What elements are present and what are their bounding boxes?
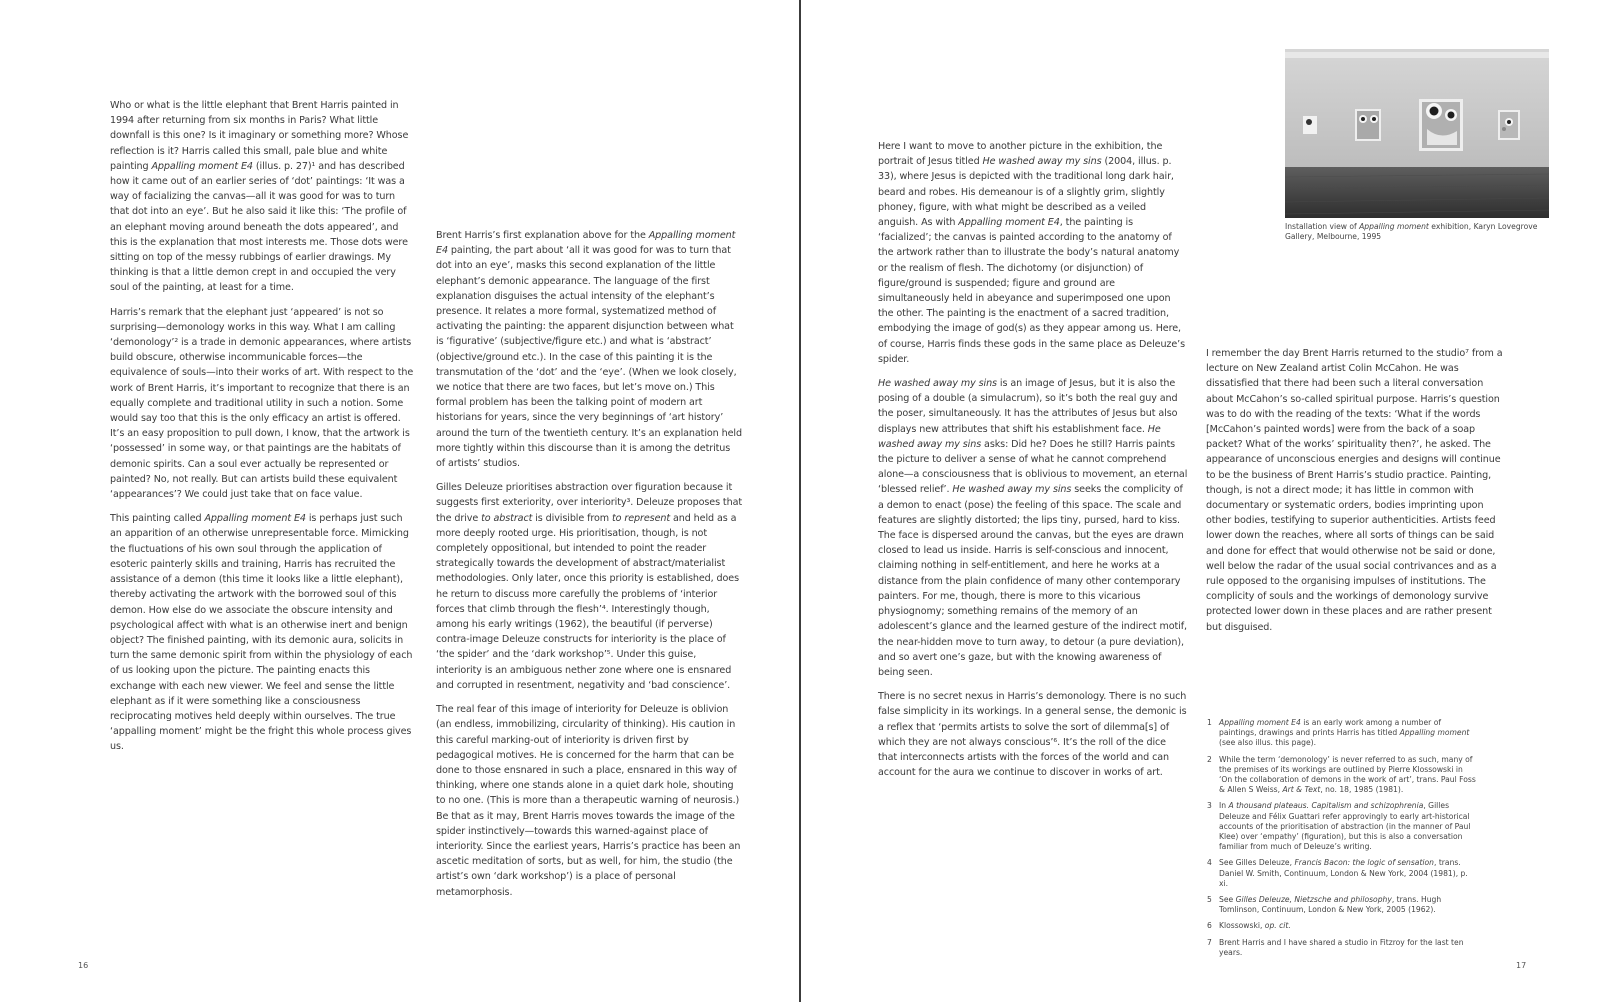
footnote-item <box>1207 718 1477 749</box>
footnote-item <box>1207 858 1477 889</box>
footnote-number: 7 <box>1207 937 1212 947</box>
footnote-text: See Gilles Deleuze, Nietzsche and philosophy, trans. Hugh Tomlinson, Continuum, London & New York, 2005 (1962). <box>1219 895 1442 915</box>
footnote-number: 2 <box>1207 754 1212 764</box>
paragraph: He washed away my sins is an image of Jesus, but it is also the posing of a double (a simulacrum), so it’s both the real guy and the poser, simultaneously. It has the attributes of Jesus but also displays new attributes that shift his establishment face. He washed away my sins asks: Did he? Does he still? Harris paints the picture to deliver a sense of what he cannot comprehend alone—a consciousness that is oblivious to movement, an eternal ‘blessed relief’. He washed away my sins seeks the complicity of a demon to enact (pose) the feeling of this space. The scale and features are slightly distorted; the lips tiny, pursed, hard to kiss. The face is dispersed around the canvas, but the eyes are drawn closed to lead us inside. Harris is self-conscious and innocent, claiming nothing in self-entitlement, and here he works at a distance from the plain confidence of many other contemporary painters. For me, though, there is more to this vicarious physiognomy; something remains of the memory of an adolescent’s glance and the learned gesture of the indirect motif, the near-hidden move to turn away, to detour (a pure deviation), and so avert one’s gaze, but with the knowing awareness of being seen. <box>878 378 1188 678</box>
paragraph: Brent Harris’s first explanation above for the Appalling moment E4 painting, the part about ‘all it was good for was to turn that dot into an eye’, masks this second explanation of the little elephant’s demonic appearance. The language of the first explanation disguises the actual intensity of the elephant’s presence. It relates a more formal, systematized method of activating the painting: the apparent disjunction between what is ‘figurative’ (subjective/figure etc.) and what is ‘abstract’ (objective/ground etc.). In the case of this painting it is the transmutation of the ‘dot’ and the ‘eye’. (When we look closely, we notice that there are two faces, but let’s move on.) This formal problem has been the talking point of modern art historians for years, since the very beginnings of ‘art history’ around the turn of the twentieth century. It’s an explanation held more tightly within this discourse than it is among the detritus of artists’ studios. <box>436 230 742 470</box>
paragraph: Who or what is the little elephant that Brent Harris painted in 1994 after returning from six months in Paris? What little downfall is this one? Is it imaginary or something more? Whose reflection is it? Harris called this small, pale blue and white painting Appalling moment E4 (illus. p. 27)¹ and has described how it came out of an earlier series of ‘dot’ paintings: ‘It was a way of facializing the canvas—all it was good for was to turn that dot into an eye’. But he also said it like this: ‘The profile of an elephant moving around beneath the dots appeared’, and this is the explanation that most interests me. Those dots were sitting on top of the messy rubbings of earlier drawings. My thinking is that a little demon crept in and occupied the very soul of the painting, at least for a time. <box>110 100 409 294</box>
footnote-item <box>1207 801 1477 852</box>
footnote-text: Brent Harris and I have shared a studio in Fitzroy for the last ten years. <box>1219 937 1464 957</box>
footnote-number: 5 <box>1207 895 1212 905</box>
footnote-text: See Gilles Deleuze, Francis Bacon: the logic of sensation, trans. Daniel W. Smith, Continuum, London & New York, 2004 (1981), p. xi. <box>1219 858 1468 888</box>
footnote-item <box>1207 895 1477 915</box>
footnotes <box>1207 718 1477 964</box>
footnote-text: In A thousand plateaus. Capitalism and schizophrenia, Gilles Deleuze and Félix Guattari refer approvingly to early art-historical accounts of the prioritisation of abstraction (in the manner of Paul Klee) over ‘empathy’ (figuration), but this is also a conversation familiar from much of Deleuze’s writing. <box>1219 801 1471 852</box>
footnote-text: Klossowski, op. cit. <box>1219 921 1291 931</box>
footnote-text: Appalling moment E4 is an early work among a number of paintings, drawings and prints Harris has titled Appalling moment (see also illus. this page). <box>1219 718 1470 748</box>
photo-caption: Installation view of Appalling moment exhibition, Karyn Lovegrove Gallery, Melbourne, 1995 <box>1285 222 1538 241</box>
footnote-number: 3 <box>1207 801 1212 811</box>
paragraph: I remember the day Brent Harris returned to the studio⁷ from a lecture on New Zealand artist Colin McCahon. He was dissatisfied that there had been such a literal conversation about McCahon’s so-called spiritual purpose. Harris’s question was to do with the reading of the texts: ‘What if the words [McCahon’s painted words] were from the back of a soap packet? What of the works’ spirituality then?’, he asked. The appearance of unconscious energies and designs will continue to be the business of Brent Harris’s studio practice. Painting, though, is not a direct mode; it has little in common with documentary or systematic orders, bodies imprinting upon other bodies, testifying to superior authenticities. Artists feed lower down the reaches, where all sorts of things can be said and done for effect that would otherwise not be said or done, well below the radar of the usual social contrivances and as a rule opposed to the organising impulses of institutions. The complicity of souls and the workings of demonology survive protected lower down in these places and are rather present but disguised. <box>1206 348 1503 633</box>
page-gutter <box>799 0 801 1002</box>
footnote-item <box>1207 921 1477 931</box>
right-page-column-2 <box>1206 346 1506 635</box>
paragraph: This painting called Appalling moment E4 is perhaps just such an apparition of an otherwise unrepresentable force. Mimicking the fluctuations of his own soul through the application of esoteric painterly skills and training, Harris has recruited the assistance of a demon (this time it looks like a little elephant), thereby activating the artwork with the borrowed soul of this demon. How else do we associate the obscure intensity and psychological affect with what is an otherwise inert and benign object? The finished painting, with its demonic aura, solicits in turn the same demonic spirit from within the physiology of each of us looking upon the picture. The painting enacts this exchange with each new viewer. We feel and sense the little elephant as if it were something like a consciousness reciprocating motives held deeply within ourselves. The true ‘appalling moment’ might be the fright this whole process gives us. <box>110 513 413 753</box>
left-page-column-2 <box>436 228 742 900</box>
footnote-text: While the term ‘demonology’ is never referred to as such, many of the premises of its workings are outlined by Pierre Klossowski in ‘On the collaboration of demons in the work of art’, trans. Paul Foss & Allen S Weiss, Art & Text, no. 18, 1985 (1981). <box>1219 754 1476 795</box>
page-number-right: 17 <box>1516 961 1527 970</box>
right-page-column-1 <box>878 139 1188 780</box>
page-number-left: 16 <box>78 961 89 970</box>
left-page-column-1 <box>110 98 415 755</box>
paragraph: There is no secret nexus in Harris’s demonology. There is no such false simplicity in its workings. In a general sense, the demonic is a reflex that ‘permits artists to solve the sort of dilemma[s] of which they are not always conscious’⁶. It’s the roll of the dice that interconnects artists with the forces of the world and can account for the aura we continue to discover in works of art. <box>878 691 1187 779</box>
installation-photo <box>1285 49 1549 218</box>
footnote-item <box>1207 755 1477 796</box>
footnote-number: 1 <box>1207 718 1212 727</box>
footnote-number: 4 <box>1207 858 1212 868</box>
paragraph: Here I want to move to another picture in the exhibition, the portrait of Jesus titled He washed away my sins (2004, illus. p. 33), where Jesus is depicted with the traditional long dark hair, beard and robes. His demeanour is of a slightly grim, slightly phoney, figure, with what might be described as a veiled anguish. As with Appalling moment E4, the painting is ‘facialized’; the canvas is painted according to the anatomy of the artwork rather than to illustrate the body’s natural anatomy or the realism of flesh. The dichotomy (or disjunction) of figure/ground is suspended; figure and ground are simultaneously held in abeyance and superimposed one upon the other. The painting is the enactment of a sacred tradition, embodying the image of god(s) as they appear among us. Here, of course, Harris finds these gods in the same place as Deleuze’s spider. <box>878 141 1186 365</box>
paragraph: Harris’s remark that the elephant just ‘appeared’ is not so surprising—demonology works in this way. What I am calling ‘demonology’² is a trade in demonic appearances, where artists build obscure, otherwise incommunicable forces—the equivalence of souls—into their works of art. With respect to the work of Brent Harris, it’s important to recognize that there is an equally complete and traditional utility in such a notion. Some would say too that this is the only efficacy an artist is offered. It’s an easy proposition to pull down, I know, that the artwork is ‘possessed’ in some way, or that paintings are the habitats of demonic spirits. Can a soul ever actually be represented or painted? No, not really. But can artists build these equivalent ‘appearances’? We could just take that on face value. <box>110 306 414 501</box>
paragraph: Gilles Deleuze prioritises abstraction over figuration because it suggests first exteriority, over interiority³. Deleuze proposes that the drive to abstract is divisible from to represent and held as a more deeply rooted urge. His prioritisation, though, is not completely oppositional, but intended to point the reader strategically towards the development of abstract/materialist methodologies. Only later, once this priority is established, does he return to discuss more carefully the problems of ‘interior forces that climb through the flesh’⁴. Interestingly though, among his early writings (1962), the beautiful (if perverse) contra-image Deleuze constructs for interiority is the place of ‘the spider’ and the ‘dark workshop’⁵. Under this guise, interiority is an ambiguous nether zone where one is ensnared and corrupted in resentment, negativity and ‘bad conscience’. <box>436 482 743 691</box>
footnote-item <box>1207 938 1477 958</box>
footnote-number: 6 <box>1207 921 1212 931</box>
paragraph: The real fear of this image of interiority for Deleuze is oblivion (an endless, immobilizing, circularity of thinking). His caution in this careful marking-out of interiority is driven first by pedagogical motives. He is concerned for the harm that can be done to those ensnared in such a place, ensnared in this way of thinking, where one stands alone in a quiet dark hole, shouting to no one. (This is more than a therapeutic warning of neurosis.) Be that as it may, Brent Harris moves towards the image of the spider instinctively—towards this warned-against place of interiority. Since the earliest years, Harris’s practice has been an ascetic meditation of sorts, but as well, for him, the studio (the artist’s own ‘dark workshop’) is a place of personal metamorphosis. <box>436 704 741 898</box>
